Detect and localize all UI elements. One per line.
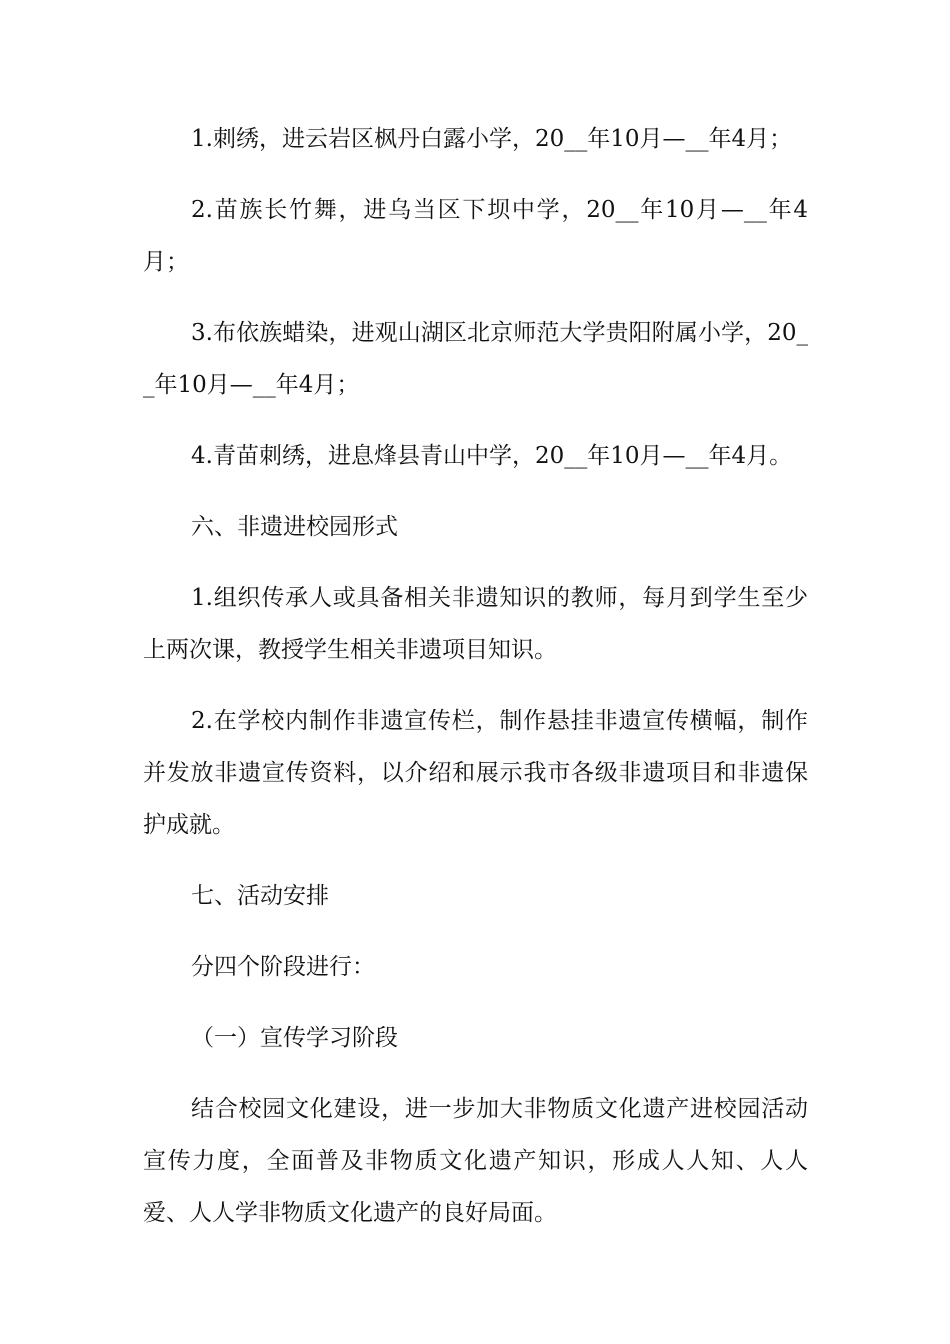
section-heading-seven: 七、活动安排 [191, 883, 329, 909]
paragraph-stage-one: 结合校园文化建设，进一步加大非物质文化遗产进校园活动宣传力度，全面普及非物质文化遗产知识，形成人人知、人人爱、人人学非物质文化遗产的良好局面。 [143, 1096, 808, 1226]
paragraph-stages-intro: 分四个阶段进行： [191, 954, 375, 980]
list-item-embroidery: 1.刺绣，进云岩区枫丹白露小学，20__年10月—__年4月； [191, 126, 793, 152]
sub-heading-stage-one: （一）宣传学习阶段 [191, 1025, 398, 1051]
paragraph-form-1: 1.组织传承人或具备相关非遗知识的教师，每月到学生至少上两次课，教授学生相关非遗项目知识。 [143, 585, 808, 663]
list-item-batik: 3.布依族蜡染，进观山湖区北京师范大学贵阳附属小学，20__年10月—__年4月； [143, 320, 808, 398]
list-item-bamboo-dance: 2.苗族长竹舞，进乌当区下坝中学，20__年10月—__年4月； [143, 197, 808, 275]
section-heading-six: 六、非遗进校园形式 [191, 514, 398, 540]
list-item-qingmiao-embroidery: 4.青苗刺绣，进息烽县青山中学，20__年10月—__年4月。 [191, 443, 793, 469]
document-body [143, 113, 808, 1258]
paragraph-form-2: 2.在学校内制作非遗宣传栏，制作悬挂非遗宣传横幅，制作并发放非遗宣传资料，以介绍和展示我市各级非遗项目和非遗保护成就。 [143, 708, 808, 838]
